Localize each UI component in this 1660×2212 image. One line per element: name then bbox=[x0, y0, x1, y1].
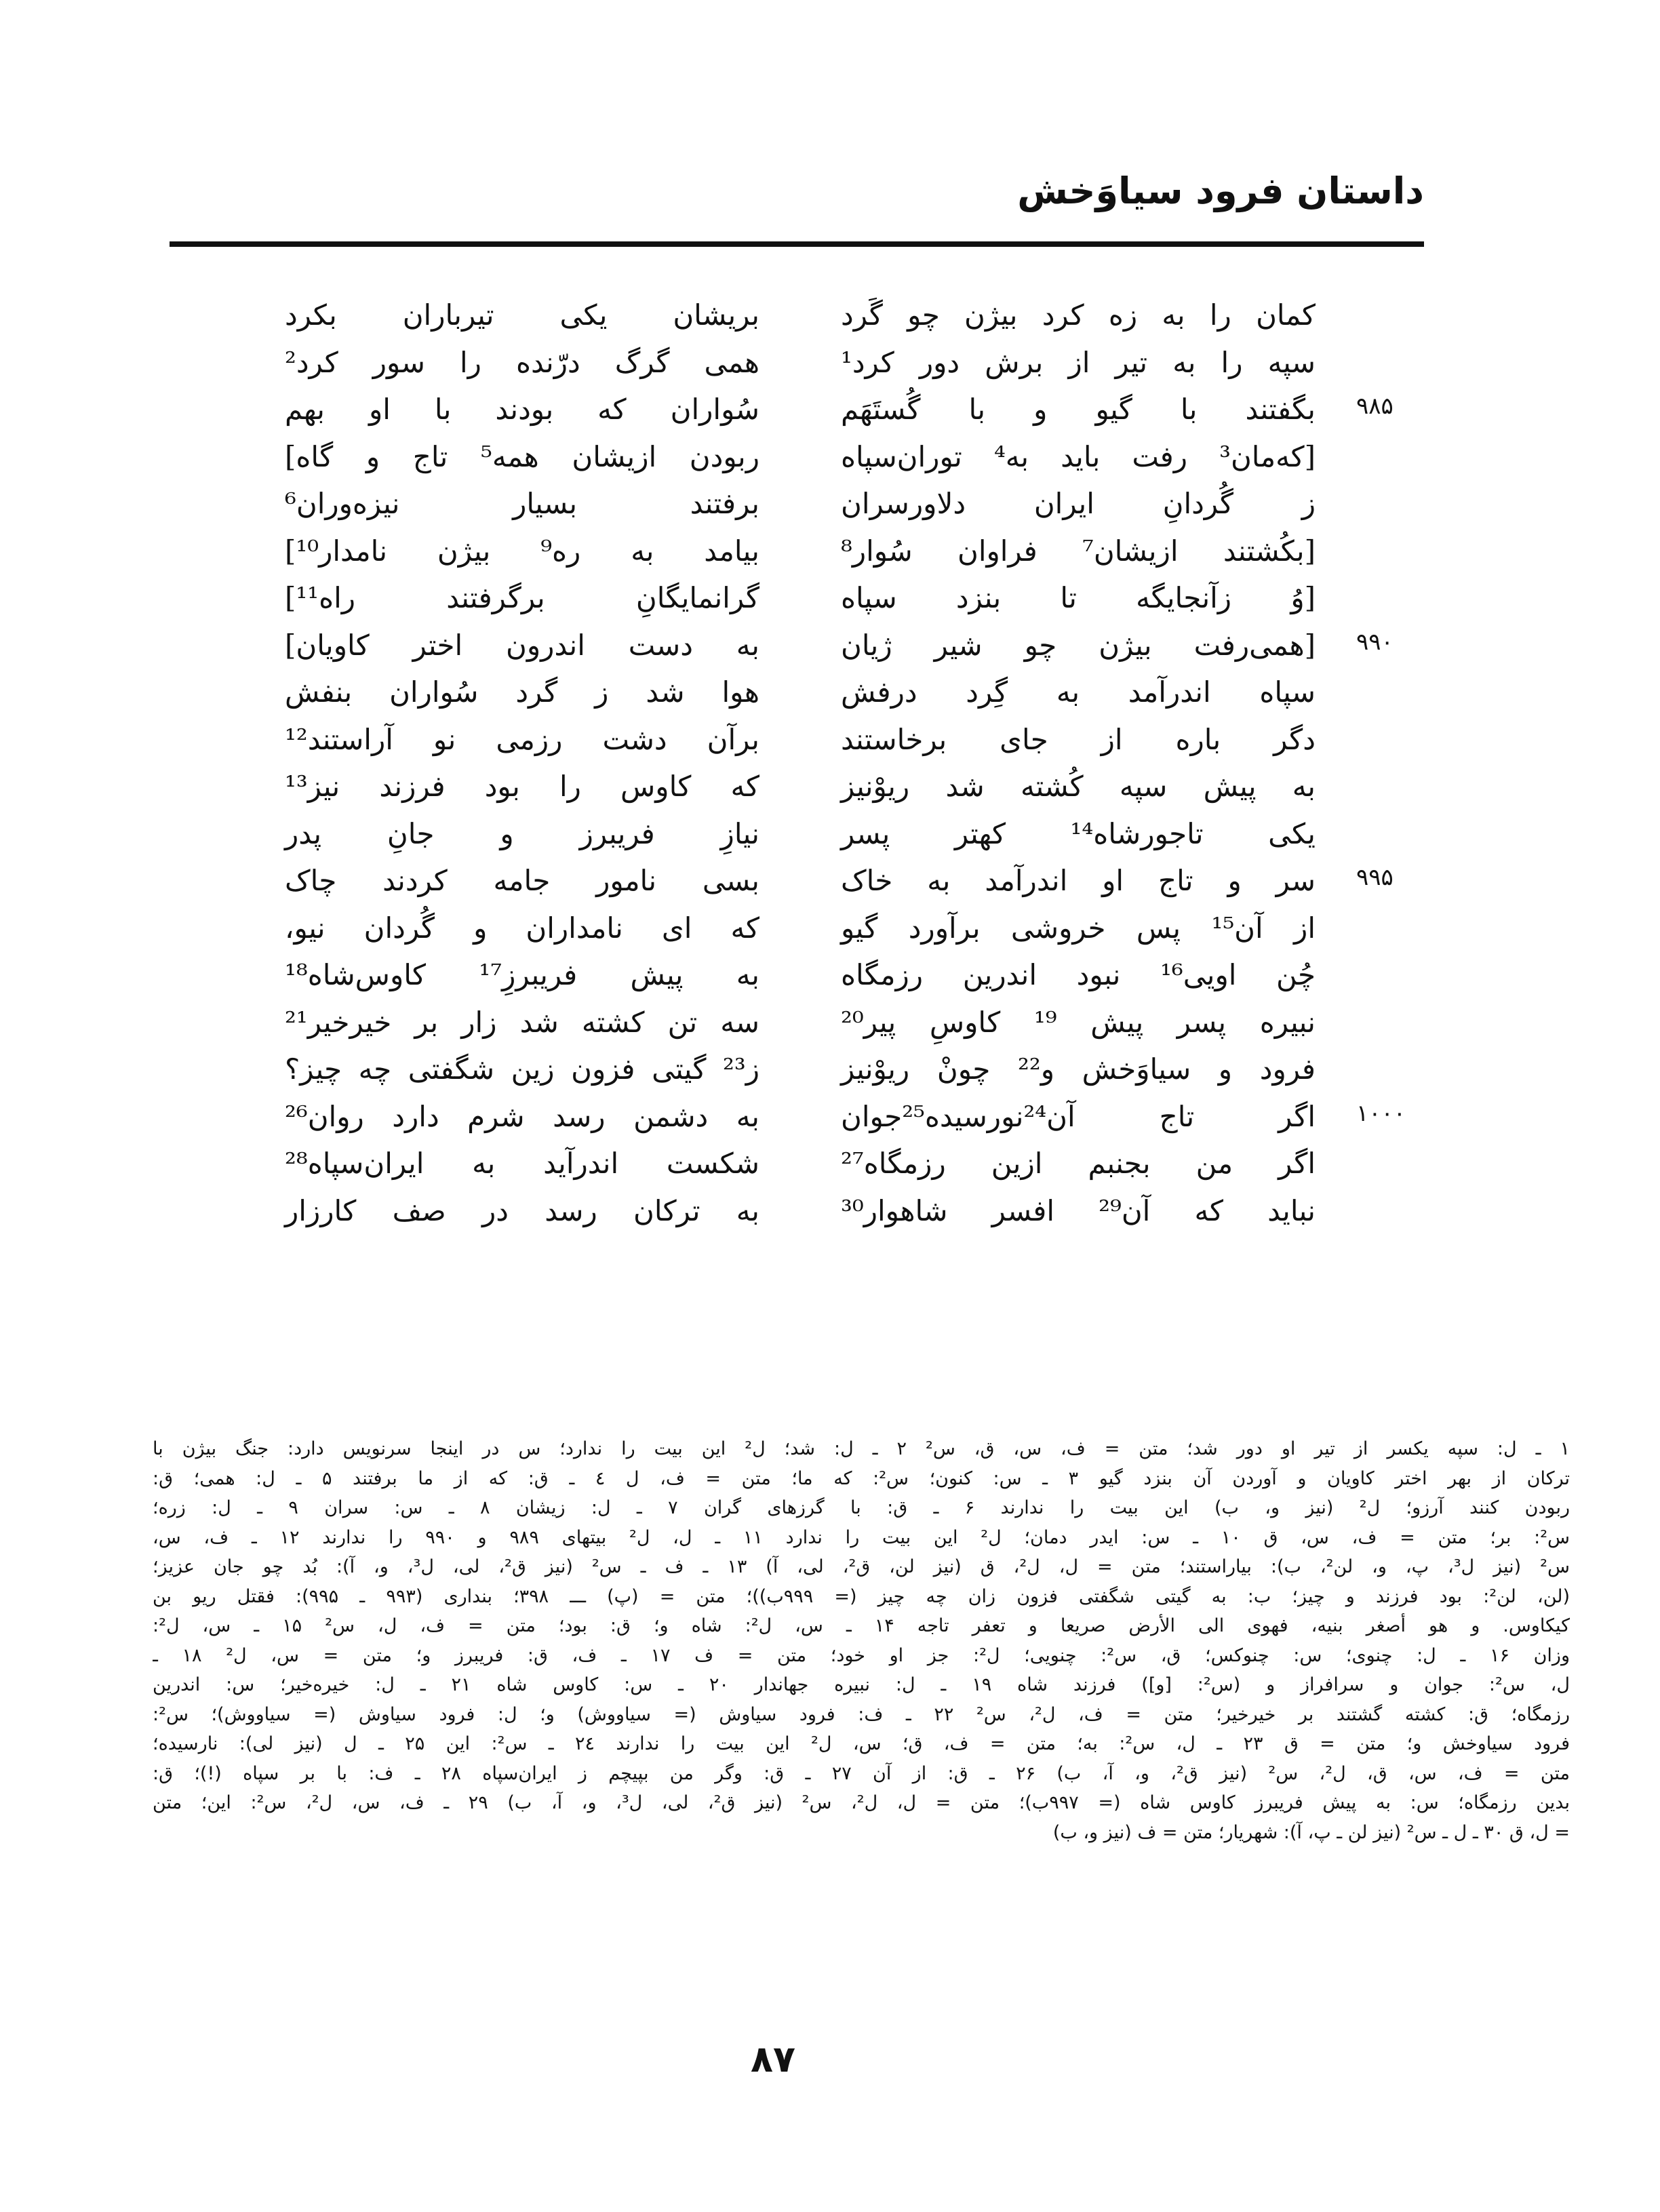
first-hemistich: دگر باره از جای برخاستند bbox=[841, 722, 1316, 756]
footnote-line: ۱ ـ ل: سپه یکسر از تیر او دور شد؛ متن = ف، س، ق، س² ۲ ـ ل: شد؛ ل² این بیت را ندارد؛ س در اینجا سرنویس دارد: جنگ بیژن با bbox=[153, 1438, 1570, 1459]
first-hemistich: بگفتند با گیو و با گُستَهَم bbox=[841, 393, 1316, 426]
couplet bbox=[271, 905, 1343, 952]
footnote-line: س² (نیز ل³، پ، و، لن²، ب): بیاراستند؛ متن = ل، ل²، ق (نیز لن، ق²، لی، آ) ۱۳ ـ ف ـ س² (نیز ق²، لی، ل³، و، آ): بُد چو جان عزیز؛ bbox=[153, 1556, 1570, 1577]
verse-line-number: ۱۰۰۰ bbox=[1356, 1099, 1406, 1127]
couplet bbox=[271, 528, 1343, 575]
couplet bbox=[271, 716, 1343, 764]
first-hemistich: سپه را به تیر از برش دور کرد¹ bbox=[841, 345, 1316, 379]
first-hemistich: کمان را به زه کرد بیژن چو گَرد bbox=[841, 298, 1316, 332]
first-hemistich: [همی‌رفت بیژن چو شیر ژیان bbox=[841, 628, 1316, 662]
footnote-line: (لن، لن²: بود فرزند و چیز؛ ب: به گیتی شگفتی فزون زان چه چیز (= ۹۹۹ب))؛ متن = (پ) ـــ ۳۹۸؛ بنداری (۹۹۳ ـ ۹۹۵): فقتل ریو بن bbox=[153, 1585, 1570, 1607]
footnote-line: س²: بر؛ متن = ف، س، ق ۱۰ ـ س: ایدر دمان؛ ل² این بیت را ندارد ۱۱ ـ ل، ل² بیتهای ۹۸۹ و ۹۹۰ را ندارند ۱۲ ـ ف، س، bbox=[153, 1526, 1570, 1548]
verse-block bbox=[271, 292, 1406, 1234]
footnote-line: ربودن کنند آرزو؛ ل² (نیز و، ب) این بیت را ندارند ۶ ـ ق: با گرزهای گران ۷ ـ ل: زیشان ۸ ـ س: سران ۹ ـ ل: زره؛ bbox=[153, 1497, 1570, 1518]
footnote-line: بدین رزمگاه؛ س: به پیش فریبرز کاوس شاه (= ۹۹۷ب)؛ متن = ل، ل²، س² (نیز ق²، لی، ل³، و، آ، ب) ۲۹ ـ ف، س، ل²، س²: این؛ متن bbox=[153, 1792, 1570, 1813]
couplet bbox=[271, 999, 1343, 1046]
couplet bbox=[271, 1093, 1406, 1141]
page-number: ۸۷ bbox=[751, 2038, 795, 2080]
running-title: داستان فرود سیاوَخش bbox=[1017, 170, 1424, 212]
verse-line-number: ۹۹۵ bbox=[1356, 864, 1394, 891]
couplet bbox=[271, 433, 1343, 481]
couplet bbox=[271, 622, 1394, 669]
couplet bbox=[271, 574, 1343, 622]
couplet bbox=[271, 763, 1343, 810]
first-hemistich: اگر تاج آن²⁴نورسیده²⁵جوان bbox=[841, 1099, 1316, 1133]
first-hemistich: اگر من بجنبم ازین رزمگاه²⁷ bbox=[841, 1147, 1316, 1180]
second-hemistich: به ترکان رسد در صف کارزار bbox=[285, 1193, 759, 1227]
first-hemistich: از آن¹⁵ پس خروشی برآورد گیو bbox=[841, 911, 1316, 945]
second-hemistich: که کاوس را بود فرزند نیز¹³ bbox=[285, 770, 759, 803]
second-hemistich: برفتند بسیار نیزه‌وران⁶ bbox=[285, 487, 759, 520]
couplet bbox=[271, 810, 1343, 858]
footnote-line: ل، س²: جوان و سرافراز و (س²: [و]) فرزند شاه ۱۹ ـ ل: نبیره جهاندار ۲۰ ـ س: کاوس شاه ۲۱ ـ ل: خیره‌خیر؛ س: اندرین bbox=[153, 1674, 1570, 1695]
footnote-line: فرود سیاوخش و؛ متن = ق ۲۳ ـ ل، س²: به؛ متن = ف، ق؛ س، ل² این بیت را ندارند ۲٤ ـ س²: این ۲۵ ـ ل (نیز لی): نارسیده؛ bbox=[153, 1733, 1570, 1754]
footnote-line: کیکاوس. و هو أصغر بنیه، فهوی الی الأرض صریعا و تعفر تاجه ۱۴ ـ س، ل²: شاه و؛ ق: بود؛ متن = ف، ل، س² ۱۵ ـ س، ل²: bbox=[153, 1615, 1570, 1636]
second-hemistich: به دست اندرون اختر کاویان] bbox=[285, 628, 759, 662]
second-hemistich: سه تن کشته شد زار بر خیرخیر²¹ bbox=[285, 1005, 759, 1039]
first-hemistich: [بکُشتند ازیشان⁷ فراوان سُوار⁸ bbox=[841, 534, 1316, 568]
second-hemistich: بریشان یکی تیرباران بکرد bbox=[285, 298, 759, 332]
couplet bbox=[271, 339, 1343, 387]
couplet bbox=[271, 951, 1343, 999]
second-hemistich: برآن دشت رزمی نو آراستند¹² bbox=[285, 722, 759, 756]
second-hemistich: شکست اندرآید به ایران‌سپاه²⁸ bbox=[285, 1147, 759, 1180]
second-hemistich: که ای نامداران و گُردان نیو، bbox=[285, 911, 759, 945]
footnote-line: وزان ۱۶ ـ ل: چنوی؛ س: چنوکس؛ ق، س²: چنویی؛ ل²: جز او خود؛ متن = ف ۱۷ ـ ف، ق: فریبرز و؛ متن = س، ل² ۱۸ ـ bbox=[153, 1644, 1570, 1666]
first-hemistich: نباید که آن²⁹ افسر شاهوار³⁰ bbox=[841, 1193, 1316, 1227]
second-hemistich: نیازِ فریبرز و جانِ پدر bbox=[285, 816, 759, 850]
second-hemistich: ربودن ازیشان همه⁵ تاج و گاه] bbox=[285, 439, 759, 473]
footnotes bbox=[153, 1434, 1570, 1847]
first-hemistich: یکی تاجورشاه¹⁴ کهتر پسر bbox=[841, 816, 1316, 850]
couplet bbox=[271, 480, 1343, 528]
second-hemistich: ز²³ گیتی فزون زین شگفتی چه چیز؟ bbox=[285, 1052, 759, 1086]
couplet bbox=[271, 1187, 1343, 1235]
footnote-line: رزمگاه؛ ق: کشته گشتند بر خیرخیر؛ متن = ف، ل²، س² ۲۲ ـ ف: فرود سیاوش (= سیاووش) و؛ ل: فرود سیاوش (= سیاووش)؛ س²: bbox=[153, 1703, 1570, 1725]
second-hemistich: بسی نامور جامه کردند چاک bbox=[285, 864, 759, 897]
couplet bbox=[271, 857, 1394, 905]
second-hemistich: همی گرگ درّنده را سور کرد² bbox=[285, 345, 759, 379]
second-hemistich: گرانمایگانِ برگرفتند راه¹¹] bbox=[285, 581, 759, 614]
couplet bbox=[271, 292, 1343, 339]
first-hemistich: به پیش سپه کُشته شد ریوْنیز bbox=[841, 770, 1316, 803]
second-hemistich: سُواران که بودند با او بهم bbox=[285, 393, 759, 426]
first-hemistich: سر و تاج او اندرآمد به خاک bbox=[841, 864, 1316, 897]
couplet bbox=[271, 1140, 1343, 1187]
first-hemistich: [که‌مان³ رفت باید به⁴ توران‌سپاه bbox=[841, 439, 1316, 473]
first-hemistich: سپاه اندرآمد به گِرد درفش bbox=[841, 675, 1316, 709]
verse-line-number: ۹۹۰ bbox=[1356, 628, 1394, 656]
first-hemistich: [وُ زآنجایگه تا بنزد سپاه bbox=[841, 581, 1316, 614]
footnote-line: ترکان از بهر اختر کاویان و آوردن آن بنزد گیو ۳ ـ س: کنون؛ س²: که ما؛ متن = ف، ل ٤ ـ ق: که از ما برفتند ۵ ـ ل: همی؛ ق: bbox=[153, 1467, 1570, 1489]
footnote-line: متن = ف، س، ق، ل²، س² (نیز ق²، و، آ، ب) ۲۶ ـ ق: از آن ۲۷ ـ ق: وگر من بپیچم ز ایران‌سپاه ۲۸ ـ ف: با بر سپاه (!)؛ ق: bbox=[153, 1762, 1570, 1784]
first-hemistich: چُن اویی¹⁶ نبود اندرین رزمگاه bbox=[841, 958, 1316, 991]
couplet bbox=[271, 669, 1343, 716]
footnote-line: = ل، ق ۳۰ ـ ل ـ س² (نیز لن ـ پ، آ): شهریار؛ متن = ف (نیز و، ب) bbox=[1052, 1821, 1570, 1843]
second-hemistich: بیامد به ره⁹ بیژن نامدار¹⁰] bbox=[285, 534, 759, 568]
header-rule bbox=[170, 241, 1424, 247]
first-hemistich: ز گُردانِ ایران دلاورسران bbox=[841, 487, 1316, 520]
couplet bbox=[271, 1046, 1343, 1093]
second-hemistich: به پیش فریبرزِ¹⁷ کاوس‌شاه¹⁸ bbox=[285, 958, 759, 991]
second-hemistich: به دشمن رسد شرم دارد روان²⁶ bbox=[285, 1099, 759, 1133]
verse-line-number: ۹۸۵ bbox=[1356, 393, 1394, 420]
first-hemistich: فرود و سیاوَخش و²² چونْ ریوْنیز bbox=[841, 1052, 1316, 1086]
couplet bbox=[271, 386, 1394, 433]
second-hemistich: هوا شد ز گرد سُواران بنفش bbox=[285, 675, 759, 709]
first-hemistich: نبیره پسر پیش ¹⁹ کاوسِ پیر²⁰ bbox=[841, 1005, 1316, 1039]
